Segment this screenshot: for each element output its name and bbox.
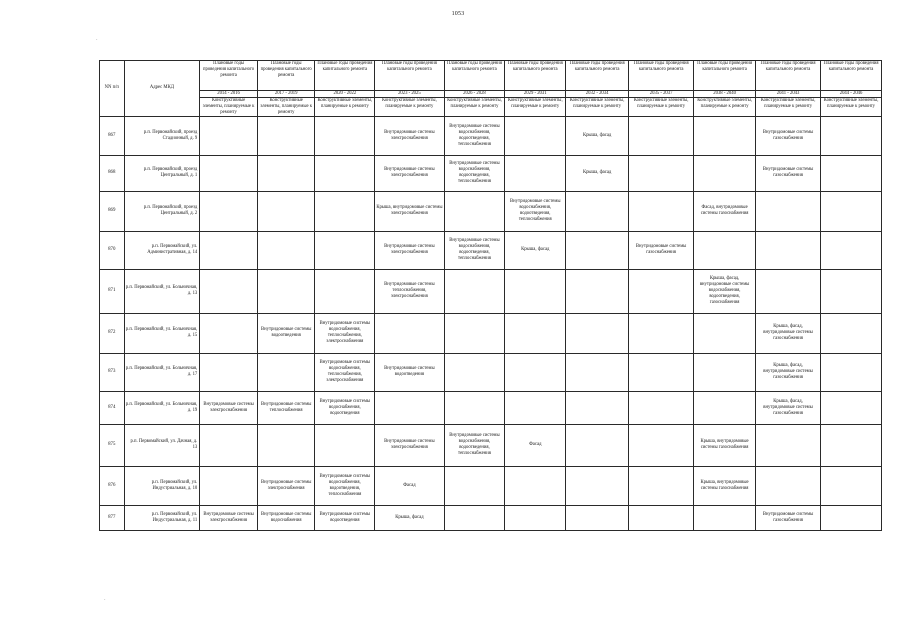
period-years: 2017 - 2019 (257, 91, 315, 98)
repair-cell: Фасад (375, 466, 444, 505)
repair-cell (200, 231, 258, 269)
repair-cell (566, 505, 629, 530)
repair-cell (444, 191, 505, 231)
period-subheader: Конструктивные элементы, планируемые к ремонту (315, 97, 375, 116)
repair-cell: Крыша, внутридомовые системы электроснабжения (375, 191, 444, 231)
repair-cell (756, 191, 821, 231)
table-body (100, 116, 882, 530)
repair-cell (756, 269, 821, 313)
repair-cell (200, 155, 258, 191)
repair-cell (444, 353, 505, 391)
repair-cell (821, 505, 882, 530)
repair-cell: Фасад (505, 424, 566, 466)
repair-cell: Крыша, фасад, внутридомовые системы газоснабжения (756, 313, 821, 353)
repair-cell (756, 466, 821, 505)
row-number: 875 (100, 424, 125, 466)
repair-cell (257, 116, 315, 155)
repair-cell (821, 191, 882, 231)
repair-cell (257, 424, 315, 466)
row-number: 870 (100, 231, 125, 269)
repair-cell (257, 191, 315, 231)
repair-cell (505, 313, 566, 353)
repair-cell: Внутридомовые системы газоснабжения (756, 116, 821, 155)
repair-cell (694, 313, 756, 353)
repair-cell (821, 391, 882, 424)
repair-cell (200, 116, 258, 155)
repair-cell (694, 353, 756, 391)
repair-cell: Внутридомовые системы водоснабжения, водоотведения, теплоснабжения (505, 191, 566, 231)
period-header: Плановые годы проведения капитального ремонта (505, 61, 566, 91)
period-header: Плановые годы проведения капитального ремонта (694, 61, 756, 91)
repair-cell: Внутридомовые системы электроснабжения (257, 466, 315, 505)
row-address: р.п. Первомайский, ул. Больничная, д. 17 (124, 353, 200, 391)
repair-cell (629, 466, 694, 505)
table-row (100, 191, 882, 231)
repair-cell: Внутридомовые системы теплоснабжения (257, 391, 315, 424)
repair-cell: Внутридомовые системы водоотведения (375, 353, 444, 391)
repair-cell (200, 269, 258, 313)
period-header: Плановые годы проведения капитального ремонта (629, 61, 694, 91)
table-row (100, 269, 882, 313)
row-address: р.п. Первомайский, проезд Центральный, д. 1 (124, 155, 200, 191)
period-header: Плановые годы проведения капитального ремонта (315, 61, 375, 91)
row-number: 868 (100, 155, 125, 191)
repair-cell: Внутридомовые системы электроснабжения (375, 424, 444, 466)
row-number: 867 (100, 116, 125, 155)
row-address: р.п. Первомайский, проезд Стадионный, д. 9 (124, 116, 200, 155)
repair-cell: Внутридомовые системы водоснабжения, водоотведения, теплоснабжения (444, 116, 505, 155)
repair-cell (444, 269, 505, 313)
repair-cell: Внутридомовые системы водоснабжения, водоотведения, теплоснабжения (315, 466, 375, 505)
period-years: 2032 - 2034 (566, 91, 629, 98)
repair-cell (200, 191, 258, 231)
row-number: 869 (100, 191, 125, 231)
repair-cell (629, 269, 694, 313)
row-number: 872 (100, 313, 125, 353)
repair-cell: Внутридомовые системы водоснабжения, теплоснабжения, электроснабжения (315, 313, 375, 353)
repair-cell (821, 466, 882, 505)
repair-cell: Внутридомовые системы водоснабжения, теплоснабжения, электроснабжения (315, 353, 375, 391)
row-address: р.п. Первомайский, ул. Больничная, д. 13 (124, 269, 200, 313)
repair-cell: Внутридомовые системы водоснабжения, водоотведения, теплоснабжения (444, 424, 505, 466)
capital-repair-schedule-table (99, 60, 882, 531)
repair-cell: Крыша, фасад (566, 155, 629, 191)
repair-cell: Внутридомовые системы теплоснабжения, электроснабжения (375, 269, 444, 313)
repair-cell (756, 424, 821, 466)
period-subheader: Конструктивные элементы, планируемые к ремонту (756, 97, 821, 116)
repair-cell (375, 313, 444, 353)
period-years: 2029 - 2031 (505, 91, 566, 98)
repair-cell (257, 269, 315, 313)
repair-cell (566, 424, 629, 466)
repair-cell (629, 155, 694, 191)
period-subheader: Конструктивные элементы, планируемые к ремонту (200, 97, 258, 116)
period-years: 2026 - 2028 (444, 91, 505, 98)
repair-cell (257, 155, 315, 191)
table-row (100, 466, 882, 505)
repair-cell: Внутридомовые системы электроснабжения (375, 231, 444, 269)
period-header: Плановые годы проведения капитального ремонта (257, 61, 315, 91)
row-address: р.п. Первомайский, ул. Больничная, д. 15 (124, 313, 200, 353)
period-subheader: Конструктивные элементы, планируемые к ремонту (444, 97, 505, 116)
repair-cell (821, 313, 882, 353)
table-row (100, 391, 882, 424)
repair-cell: Крыша, внутридомовые системы газоснабжения (694, 466, 756, 505)
repair-cell (629, 191, 694, 231)
row-address: р.п. Первомайский, проезд Центральный, д. 2 (124, 191, 200, 231)
repair-cell: Внутридомовые системы электроснабжения (200, 391, 258, 424)
repair-cell (200, 424, 258, 466)
repair-cell (200, 353, 258, 391)
repair-cell (629, 313, 694, 353)
repair-cell (629, 353, 694, 391)
repair-cell (694, 116, 756, 155)
period-years: 2044 - 2046 (821, 91, 882, 98)
repair-cell (315, 269, 375, 313)
table-row (100, 424, 882, 466)
table-row (100, 155, 882, 191)
repair-cell: Внутридомовые системы водоотведения (257, 313, 315, 353)
row-address: р.п. Первомайский, ул. Индустриальная, д. 11 (124, 505, 200, 530)
period-years: 2023 - 2025 (375, 91, 444, 98)
repair-cell (375, 391, 444, 424)
repair-cell (257, 231, 315, 269)
repair-cell: Внутридомовые системы газоснабжения (756, 505, 821, 530)
repair-cell: Внутридомовые системы водоснабжения, водоотведения, теплоснабжения (444, 231, 505, 269)
repair-cell (694, 155, 756, 191)
repair-cell (566, 231, 629, 269)
period-subheader: Конструктивные элементы, планируемые к ремонту (694, 97, 756, 116)
repair-cell (566, 353, 629, 391)
repair-cell: Внутридомовые системы электроснабжения (375, 116, 444, 155)
repair-cell (505, 155, 566, 191)
repair-cell (505, 269, 566, 313)
repair-cell: Фасад, внутридомовые системы газоснабжения (694, 191, 756, 231)
period-subheader: Конструктивные элементы, планируемые к ремонту (257, 97, 315, 116)
column-header-address: Адрес МКД (124, 61, 200, 117)
repair-cell (505, 353, 566, 391)
table-row (100, 116, 882, 155)
repair-cell (315, 191, 375, 231)
period-years: 2035 - 2037 (629, 91, 694, 98)
repair-cell: Крыша, фасад (375, 505, 444, 530)
period-header: Плановые годы проведения капитального ремонта (444, 61, 505, 91)
repair-cell (821, 231, 882, 269)
repair-cell (756, 231, 821, 269)
repair-cell: Внутридомовые системы водоотведения (315, 505, 375, 530)
repair-cell (566, 269, 629, 313)
repair-cell (505, 116, 566, 155)
repair-cell (566, 466, 629, 505)
repair-cell (315, 231, 375, 269)
period-header: Плановые годы проведения капитального ремонта (821, 61, 882, 91)
period-header: Плановые годы проведения капитального ремонта (756, 61, 821, 91)
repair-cell (821, 424, 882, 466)
repair-cell (505, 391, 566, 424)
repair-cell: Внутридомовые системы электроснабжения (375, 155, 444, 191)
period-subheader: Конструктивные элементы, планируемые к ремонту (821, 97, 882, 116)
repair-cell: Внутридомовые системы водоснабжения, водоотведения, теплоснабжения (444, 155, 505, 191)
repair-cell: Крыша, фасад, внутридомовые системы водоснабжения, водоотведения, газоснабжения (694, 269, 756, 313)
repair-cell (821, 155, 882, 191)
repair-cell (629, 116, 694, 155)
row-address: р.п. Первомайский, ул. Индустриальная, д. 10 (124, 466, 200, 505)
repair-cell (821, 116, 882, 155)
repair-cell (629, 391, 694, 424)
period-years: 2041 - 2043 (756, 91, 821, 98)
repair-cell: Внутридомовые системы водоснабжения (257, 505, 315, 530)
repair-cell: Крыша, внутридомовые системы газоснабжения (694, 424, 756, 466)
repair-cell: Крыша, фасад, внутридомовые системы газоснабжения (756, 391, 821, 424)
period-subheader: Конструктивные элементы, планируемые к ремонту (629, 97, 694, 116)
repair-cell (200, 313, 258, 353)
repair-cell (566, 191, 629, 231)
repair-cell (566, 313, 629, 353)
column-header-number: NN п/п (100, 61, 125, 117)
repair-cell (505, 505, 566, 530)
period-years: 2014 - 2016 (200, 91, 258, 98)
repair-cell (629, 505, 694, 530)
period-subheader: Конструктивные элементы, планируемые к ремонту (505, 97, 566, 116)
repair-cell (257, 353, 315, 391)
repair-cell: Крыша, фасад, внутридомовые системы газоснабжения (756, 353, 821, 391)
period-years: 2038 - 2040 (694, 91, 756, 98)
period-header: Плановые годы проведения капитального ремонта (200, 61, 258, 91)
row-address: р.п. Первомайский, ул. Административная, д. 14 (124, 231, 200, 269)
table-row (100, 313, 882, 353)
period-years: 2020 - 2022 (315, 91, 375, 98)
repair-cell (629, 424, 694, 466)
repair-cell (566, 391, 629, 424)
row-address: р.п. Первомайский, ул. Дачная, д. 13 (124, 424, 200, 466)
repair-cell (694, 505, 756, 530)
repair-cell (444, 505, 505, 530)
row-number: 873 (100, 353, 125, 391)
row-number: 874 (100, 391, 125, 424)
period-subheader: Конструктивные элементы, планируемые к ремонту (566, 97, 629, 116)
repair-cell (694, 231, 756, 269)
row-number: 876 (100, 466, 125, 505)
scan-mark: · (96, 38, 98, 43)
repair-cell (505, 466, 566, 505)
repair-cell: Внутридомовые системы газоснабжения (629, 231, 694, 269)
row-address: р.п. Первомайский, ул. Больничная, д. 19 (124, 391, 200, 424)
repair-cell: Внутридомовые системы газоснабжения (756, 155, 821, 191)
repair-cell (821, 353, 882, 391)
period-header: Плановые годы проведения капитального ремонта (375, 61, 444, 91)
repair-cell (821, 269, 882, 313)
repair-cell: Крыша, фасад (566, 116, 629, 155)
row-number: 871 (100, 269, 125, 313)
repair-cell (694, 391, 756, 424)
period-header: Плановые годы проведения капитального ремонта (566, 61, 629, 91)
repair-cell (444, 391, 505, 424)
repair-cell (315, 116, 375, 155)
table-row (100, 231, 882, 269)
table-row (100, 353, 882, 391)
scan-mark: · (104, 598, 106, 603)
table-row (100, 505, 882, 530)
repair-cell: Внутридомовые системы электроснабжения (200, 505, 258, 530)
repair-cell (315, 155, 375, 191)
page-number: 1053 (451, 11, 465, 17)
repair-cell (200, 466, 258, 505)
repair-cell (444, 466, 505, 505)
row-number: 877 (100, 505, 125, 530)
repair-cell: Внутридомовые системы водоснабжения, водоотведения (315, 391, 375, 424)
repair-cell (444, 313, 505, 353)
repair-cell: Крыша, фасад (505, 231, 566, 269)
period-subheader: Конструктивные элементы, планируемые к ремонту (375, 97, 444, 116)
repair-cell (315, 424, 375, 466)
